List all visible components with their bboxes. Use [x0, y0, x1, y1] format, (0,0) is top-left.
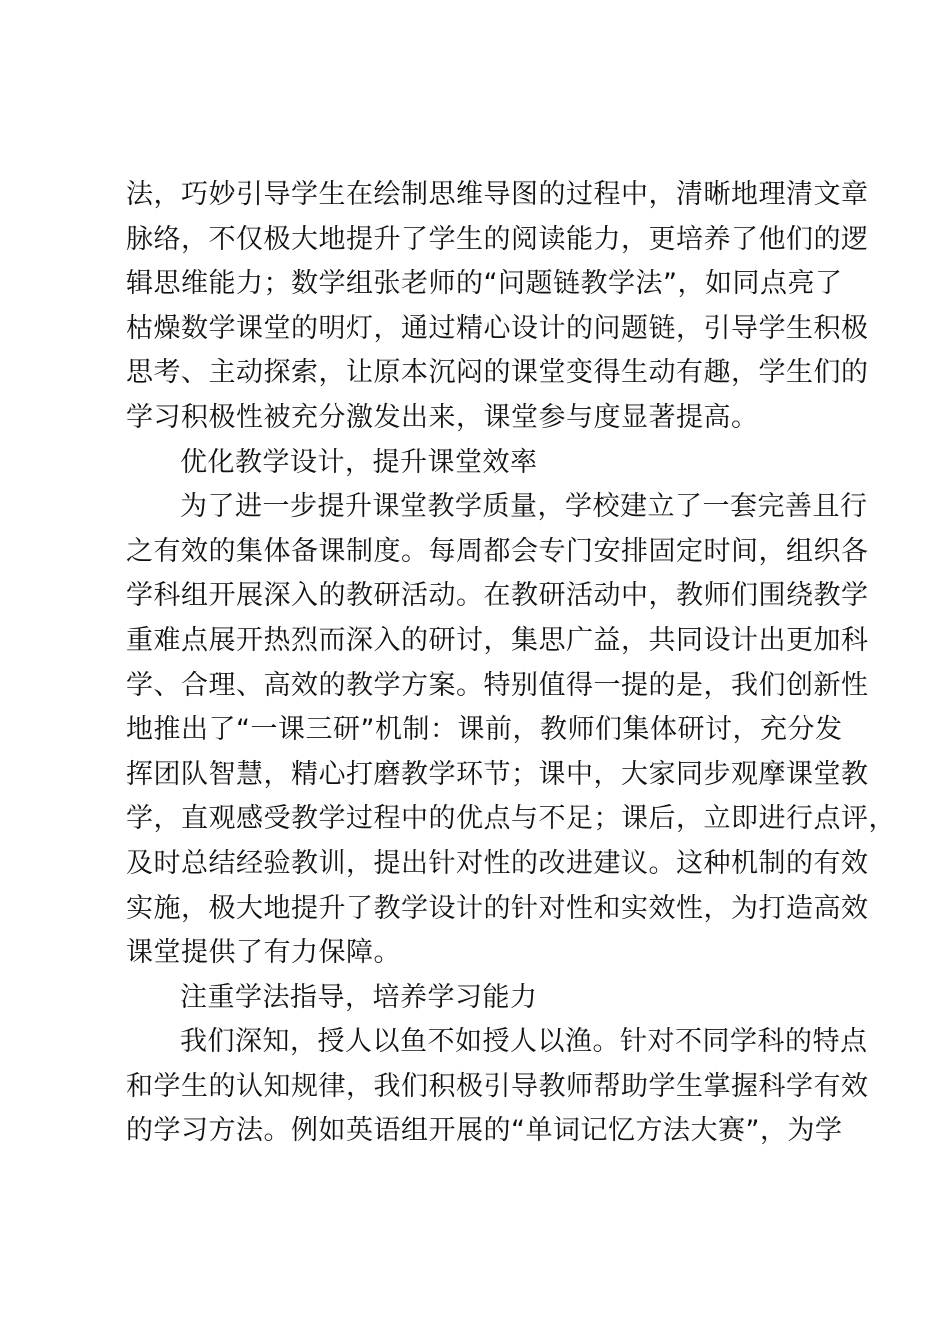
- text-line: 我们深知，授人以鱼不如授人以渔。针对不同学科的特点: [180, 1026, 868, 1058]
- text-line: 和学生的认知规律，我们积极引导教师帮助学生掌握科学有效: [126, 1070, 869, 1102]
- paragraph-learning-methods: [126, 1020, 869, 1154]
- text-line: 辑思维能力；数学组张老师的“问题链教学法”，如同点亮了: [126, 268, 843, 300]
- text-line: 之有效的集体备课制度。每周都会专门安排固定时间，组织各: [126, 535, 869, 567]
- text-line: 学，直观感受教学过程中的优点与不足；课后，立即进行点评，: [126, 803, 896, 835]
- text-line: 学、合理、高效的教学方案。特别值得一提的是，我们创新性: [126, 669, 869, 701]
- text-line: 地推出了“一课三研”机制：课前，教师们集体研讨，充分发: [126, 714, 843, 746]
- text-line: 的学习方法。例如英语组开展的“单词记忆方法大赛”，为学: [126, 1115, 843, 1147]
- paragraph-continued: [126, 173, 869, 441]
- text-line: 思考、主动探索，让原本沉闷的课堂变得生动有趣，学生们的: [126, 357, 869, 389]
- text-line: 挥团队智慧，精心打磨教学环节；课中，大家同步观摩课堂教: [126, 758, 869, 790]
- text-line: 脉络，不仅极大地提升了学生的阅读能力，更培养了他们的逻: [126, 223, 869, 255]
- text-line: 实施，极大地提升了教学设计的针对性和实效性，为打造高效: [126, 892, 869, 924]
- text-line: 为了进一步提升课堂教学质量，学校建立了一套完善且行: [180, 491, 868, 523]
- document-body: [126, 173, 896, 1154]
- section-heading-learning-methods: 注重学法指导，培养学习能力: [180, 981, 538, 1013]
- text-line: 法，巧妙引导学生在绘制思维导图的过程中，清晰地理清文章: [126, 179, 869, 210]
- text-line: 重难点展开热烈而深入的研讨，集思广益，共同设计出更加科: [126, 624, 869, 656]
- paragraph-teaching-design: [126, 485, 896, 976]
- text-line: 及时总结经验教训，提出针对性的改进建议。这种机制的有效: [126, 847, 869, 879]
- section-heading-teaching-design: 优化教学设计，提升课堂效率: [180, 446, 538, 478]
- text-line: 枯燥数学课堂的明灯，通过精心设计的问题链，引导学生积极: [126, 312, 869, 344]
- text-line: 课堂提供了有力保障。: [126, 937, 401, 969]
- text-line: 学科组开展深入的教研活动。在教研活动中，教师们围绕教学: [126, 580, 869, 612]
- text-line: 学习积极性被充分激发出来，课堂参与度显著提高。: [126, 401, 759, 433]
